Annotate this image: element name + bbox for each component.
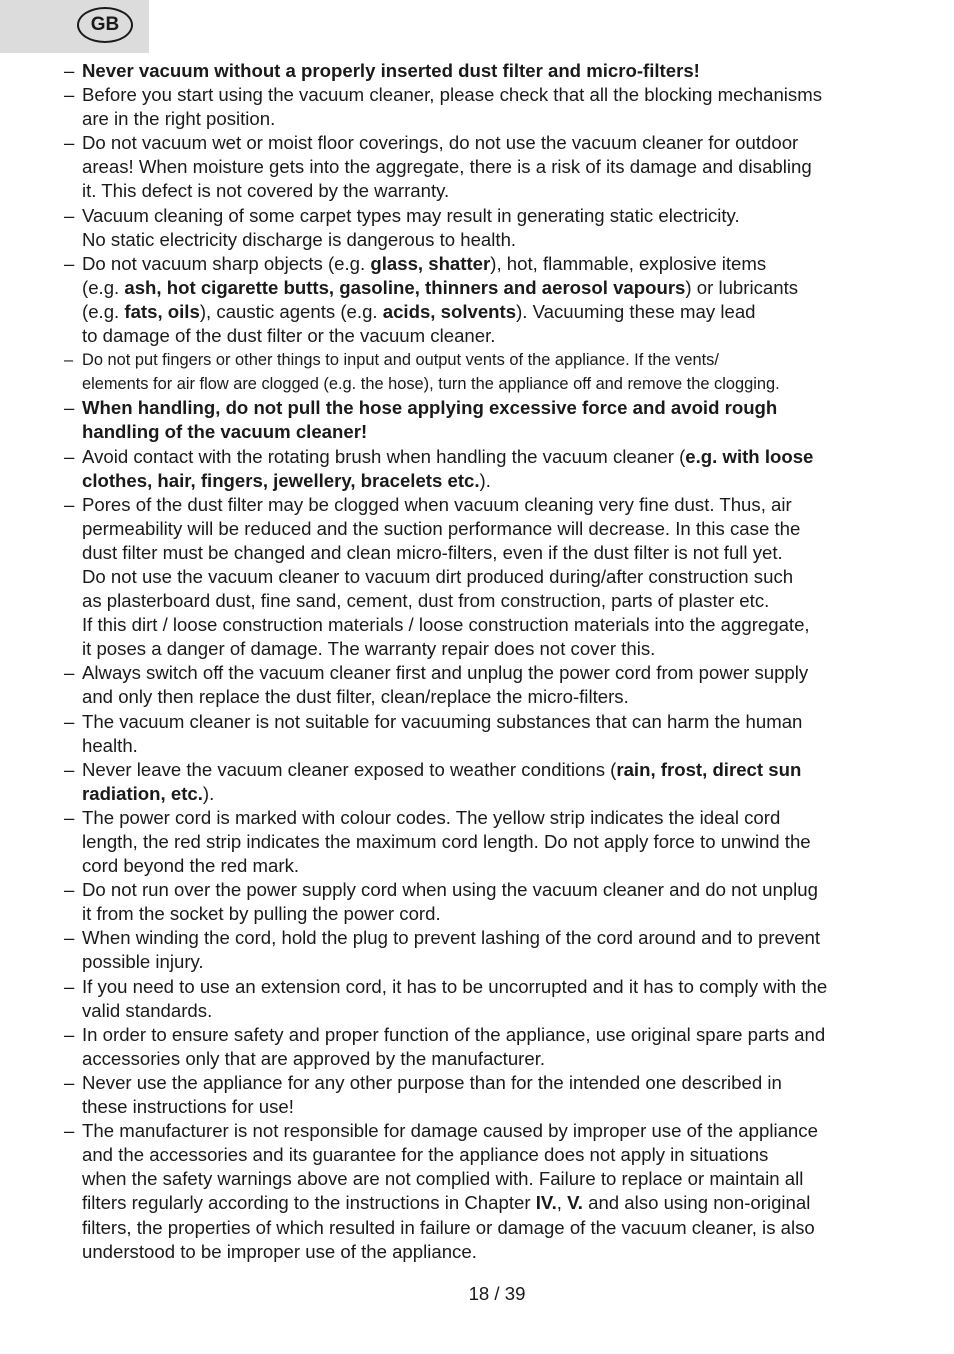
bold-text: IV. xyxy=(535,1192,557,1214)
warning-line xyxy=(82,1216,904,1240)
bold-text: glass, shatter xyxy=(370,252,491,274)
list-dash: – xyxy=(64,60,75,81)
text-run: The manufacturer is not responsible for damage caused by improper use of the appliance xyxy=(82,1120,818,1142)
bold-text: When handling, do not pull the hose applying excessive force and avoid rough xyxy=(82,397,778,419)
warning-line xyxy=(82,734,904,758)
text-run: When winding the cord, hold the plug to prevent lashing of the cord around and to prevent xyxy=(82,927,821,949)
text-run: If you need to use an extension cord, it has to be uncorrupted and it has to comply with the xyxy=(82,975,828,997)
list-dash: – xyxy=(64,1023,75,1045)
warning-item xyxy=(0,1023,954,1071)
text-run: and the accessories and its guarantee for the appliance does not apply in situations xyxy=(82,1144,769,1166)
bold-text: ash, hot cigarette butts, gasoline, thinners and aerosol vapours xyxy=(124,276,686,298)
warning-line xyxy=(82,204,904,228)
text-run: Vacuum cleaning of some carpet types may result in generating static electricity. xyxy=(82,204,740,226)
text-run: cord beyond the red mark. xyxy=(82,855,300,877)
warning-item xyxy=(0,83,954,131)
text-run: Never use the appliance for any other purpose than for the intended one described in xyxy=(82,1071,782,1093)
list-dash: – xyxy=(64,204,75,226)
warning-line xyxy=(82,276,904,300)
bold-text: e.g. with loose xyxy=(685,445,814,467)
text-run: dust filter must be changed and clean micro-filters, even if the dust filter is not full yet. xyxy=(82,541,783,563)
text-run: it from the socket by pulling the power cord. xyxy=(82,903,441,925)
warning-line xyxy=(82,878,904,902)
bold-text: fats, oils xyxy=(124,300,200,322)
warning-line xyxy=(82,1023,904,1047)
warning-item xyxy=(0,252,954,348)
list-dash: – xyxy=(64,493,75,515)
text-run: Do not use the vacuum cleaner to vacuum dirt produced during/after construction such xyxy=(82,565,794,587)
warning-item xyxy=(0,1119,954,1264)
list-dash: – xyxy=(64,879,75,901)
text-run: Never leave the vacuum cleaner exposed to weather conditions ( xyxy=(82,758,617,780)
list-dash: – xyxy=(64,758,75,780)
text-run: (e.g. xyxy=(82,300,125,322)
text-run: (e.g. xyxy=(82,276,125,298)
warning-line xyxy=(82,300,904,324)
text-run: when the safety warnings above are not complied with. Failure to replace or maintain all xyxy=(82,1168,804,1190)
text-run: Avoid contact with the rotating brush when handling the vacuum cleaner ( xyxy=(82,445,686,467)
warning-item xyxy=(0,1071,954,1119)
text-run: filters, the properties of which resulted in failure or damage of the vacuum cleaner, is also xyxy=(82,1216,815,1238)
warning-line xyxy=(82,1071,904,1095)
text-run: The vacuum cleaner is not suitable for vacuuming substances that can harm the human xyxy=(82,710,803,732)
text-run: , xyxy=(556,1192,568,1214)
warning-line xyxy=(82,950,904,974)
warning-item xyxy=(0,445,954,493)
list-dash: – xyxy=(64,84,75,106)
warning-line xyxy=(82,661,904,685)
warning-line xyxy=(82,926,904,950)
warning-line xyxy=(82,1047,904,1071)
warning-item xyxy=(0,131,954,203)
warning-line xyxy=(82,902,904,926)
warning-line xyxy=(82,1143,904,1167)
warning-item xyxy=(0,493,954,662)
text-run: Do not run over the power supply cord when using the vacuum cleaner and do not unplug xyxy=(82,879,818,901)
text-run: If this dirt / loose construction materials / loose construction materials into the aggregate, xyxy=(82,614,810,636)
warning-item xyxy=(0,926,954,974)
list-dash: – xyxy=(64,252,75,274)
warning-item xyxy=(0,878,954,926)
bold-text: acids, solvents xyxy=(382,300,517,322)
warning-line xyxy=(82,541,904,565)
warning-item xyxy=(0,758,954,806)
warning-line xyxy=(82,420,904,444)
text-run: Before you start using the vacuum cleaner, please check that all the blocking mechanisms xyxy=(82,84,823,106)
warning-line xyxy=(82,1167,904,1191)
list-dash: – xyxy=(64,351,74,370)
list-dash: – xyxy=(64,445,75,467)
text-run: and also using non-original xyxy=(582,1192,811,1214)
warning-line xyxy=(82,806,904,830)
warning-line xyxy=(82,372,904,396)
warning-item xyxy=(0,348,954,396)
warning-line xyxy=(82,324,904,348)
warning-line xyxy=(82,179,904,203)
warning-line xyxy=(82,975,904,999)
list-dash: – xyxy=(64,397,75,419)
warning-line xyxy=(82,107,904,131)
warning-line xyxy=(82,59,904,83)
warning-item xyxy=(0,59,954,83)
bold-text: V. xyxy=(567,1192,583,1214)
text-run: health. xyxy=(82,734,138,756)
bold-text: radiation, etc. xyxy=(82,782,203,804)
warning-line xyxy=(82,830,904,854)
warning-item xyxy=(0,396,954,444)
text-run: it poses a danger of damage. The warranty repair does not cover this. xyxy=(82,638,656,660)
warning-line xyxy=(82,493,904,517)
language-tab xyxy=(0,0,149,53)
text-run: are in the right position. xyxy=(82,108,276,130)
text-run: valid standards. xyxy=(82,999,213,1021)
warning-line xyxy=(82,83,904,107)
list-dash: – xyxy=(64,662,75,684)
bold-text: rain, frost, direct sun xyxy=(616,758,802,780)
bold-text: handling of the vacuum cleaner! xyxy=(82,421,368,443)
text-run: Always switch off the vacuum cleaner first and unplug the power cord from power supply xyxy=(82,662,809,684)
text-run: possible injury. xyxy=(82,951,204,973)
warning-item xyxy=(0,204,954,252)
warning-line xyxy=(82,131,904,155)
warning-line xyxy=(82,469,904,493)
text-run: and only then replace the dust filter, clean/replace the micro-filters. xyxy=(82,686,629,708)
warning-line xyxy=(82,685,904,709)
text-run: these instructions for use! xyxy=(82,1096,294,1118)
warning-line xyxy=(82,1095,904,1119)
text-run: length, the red strip indicates the maximum cord length. Do not apply force to unwind the xyxy=(82,831,811,852)
warning-line xyxy=(82,589,904,613)
text-run: ). xyxy=(202,782,215,804)
warning-item xyxy=(0,661,954,709)
text-run: ) or lubricants xyxy=(685,276,799,298)
text-run: areas! When moisture gets into the aggregate, there is a risk of its damage and disabling xyxy=(82,156,812,178)
warning-line xyxy=(82,252,904,276)
text-run: ). xyxy=(479,469,491,491)
list-dash: – xyxy=(64,1120,75,1142)
list-dash: – xyxy=(64,132,75,154)
warning-line xyxy=(82,758,904,782)
warning-item xyxy=(0,806,954,878)
text-run: ), hot, flammable, explosive items xyxy=(490,252,767,274)
warning-item xyxy=(0,710,954,758)
text-run: Pores of the dust filter may be clogged when vacuum cleaning very fine dust. Thus, air xyxy=(82,493,792,515)
warning-line xyxy=(82,999,904,1023)
warning-line xyxy=(82,517,904,541)
text-run: filters regularly according to the instructions in Chapter xyxy=(82,1192,536,1214)
warning-line xyxy=(82,396,904,420)
warning-line xyxy=(82,1119,904,1143)
warning-line xyxy=(82,1191,904,1215)
warning-line xyxy=(82,445,904,469)
text-run: it. This defect is not covered by the warranty. xyxy=(82,180,450,202)
warning-line xyxy=(82,613,904,637)
warning-line xyxy=(82,637,904,661)
warning-line xyxy=(82,228,904,252)
text-run: Do not put fingers or other things to input and output vents of the appliance. If the vents/ xyxy=(82,351,719,370)
text-run: to damage of the dust filter or the vacuum cleaner. xyxy=(82,325,496,347)
warning-line xyxy=(82,782,904,806)
bold-text: Never vacuum without a properly inserted dust filter and micro-filters! xyxy=(82,60,700,81)
text-run: elements for air flow are clogged (e.g. the hose), turn the appliance off and remove the clogging. xyxy=(82,375,780,394)
warning-line xyxy=(82,710,904,734)
warning-line xyxy=(82,854,904,878)
warning-line xyxy=(82,565,904,589)
text-run: accessories only that are approved by the manufacturer. xyxy=(82,1047,546,1069)
list-dash: – xyxy=(64,806,75,828)
language-badge: GB xyxy=(77,7,133,43)
text-run: Do not vacuum sharp objects (e.g. xyxy=(82,252,371,274)
text-run: In order to ensure safety and proper function of the appliance, use original spare parts and xyxy=(82,1023,826,1045)
text-run: No static electricity discharge is dangerous to health. xyxy=(82,228,517,250)
text-run: ). Vacuuming these may lead xyxy=(516,300,756,322)
text-run: Do not vacuum wet or moist floor coverings, do not use the vacuum cleaner for outdoor xyxy=(82,132,799,154)
warning-item xyxy=(0,975,954,1023)
text-run: as plasterboard dust, fine sand, cement, dust from construction, parts of plaster etc. xyxy=(82,590,770,612)
list-dash: – xyxy=(64,710,75,732)
bold-text: clothes, hair, fingers, jewellery, bracelets etc. xyxy=(82,469,480,491)
list-dash: – xyxy=(64,927,75,949)
safety-warnings-list xyxy=(0,59,954,1264)
text-run: ), caustic agents (e.g. xyxy=(199,300,383,322)
page-number: 18 / 39 xyxy=(468,1283,526,1304)
warning-line xyxy=(82,155,904,179)
text-run: The power cord is marked with colour codes. The yellow strip indicates the ideal cord xyxy=(82,806,781,828)
warning-line xyxy=(82,348,904,372)
list-dash: – xyxy=(64,1071,75,1093)
warning-line xyxy=(82,1240,904,1264)
text-run: understood to be improper use of the appliance. xyxy=(82,1240,477,1262)
text-run: permeability will be reduced and the suction performance will decrease. In this case the xyxy=(82,517,801,539)
list-dash: – xyxy=(64,975,75,997)
